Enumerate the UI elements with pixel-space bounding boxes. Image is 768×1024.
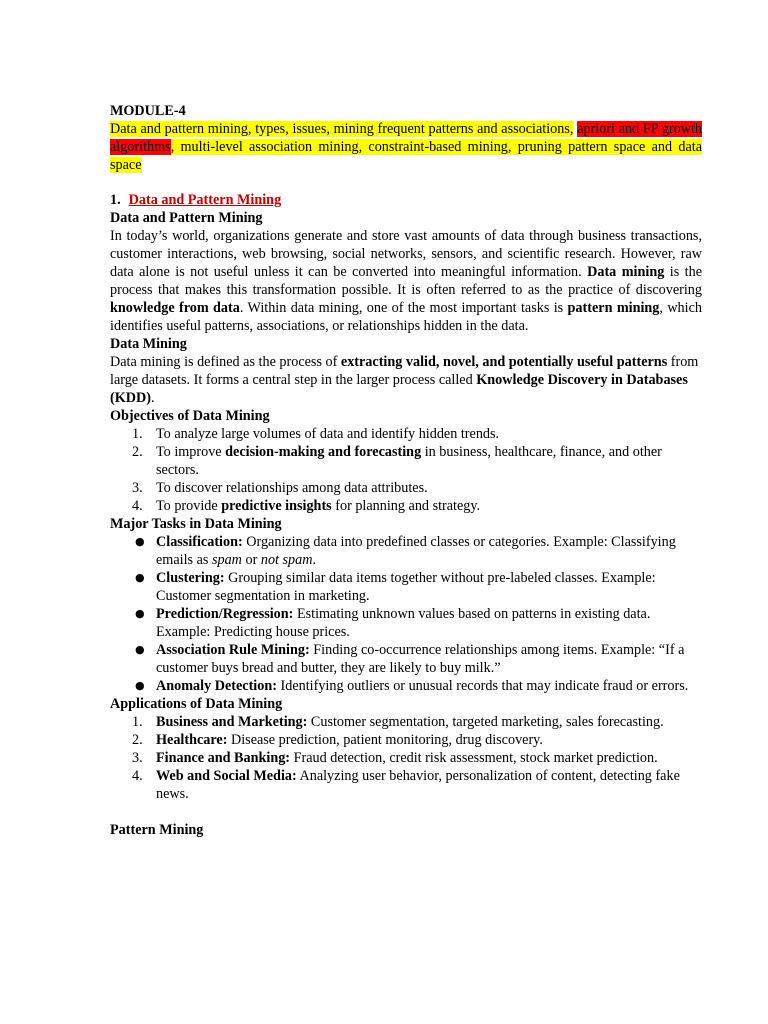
intro-text-4: , which identifies useful patterns, associations, or relationships hidden in the data.: [110, 300, 702, 334]
application-label: Business and Marketing:: [156, 714, 308, 730]
task-text: Finding co-occurrence relationships among items. Example: “If a customer buys bread and butter, they are likely to buy milk.”: [156, 642, 685, 676]
module-topics: [110, 120, 702, 174]
task-text-2: or: [241, 552, 261, 568]
dm-text-3: .: [150, 390, 155, 406]
intro-text-3: . Within data mining, one of the most important tasks is: [239, 300, 568, 316]
list-number: 3.: [132, 750, 143, 766]
applications-list: [110, 713, 695, 803]
task-item-classification: [110, 533, 695, 569]
objective-item-3: [110, 479, 695, 497]
application-item-4: [110, 767, 695, 803]
data-mining-heading: Data Mining: [110, 336, 187, 352]
list-number: 4.: [132, 498, 143, 514]
task-item-clustering: [110, 569, 695, 605]
list-number: 1.: [132, 714, 143, 730]
application-label: Finance and Banking:: [156, 750, 291, 766]
application-item-2: [110, 731, 695, 749]
application-label: Healthcare:: [156, 732, 228, 748]
bullet-icon: ●: [135, 607, 145, 620]
list-number: 1.: [132, 426, 143, 442]
bullet-icon: ●: [135, 571, 145, 584]
application-item-3: [110, 749, 695, 767]
intro-bold-2: knowledge from data: [110, 300, 240, 316]
topics-highlight-yellow-2: , multi-level association mining, constraint-based mining, pruning pattern space and data space: [110, 139, 702, 173]
task-item-association: [110, 641, 695, 677]
objective-item-1: [110, 425, 695, 443]
task-label: Anomaly Detection:: [156, 678, 277, 694]
intro-paragraph: [110, 227, 702, 335]
task-label: Classification:: [156, 534, 243, 550]
task-text: Estimating unknown values based on patterns in existing data. Example: Predicting house prices.: [156, 606, 651, 640]
application-text: Fraud detection, credit risk assessment, stock market prediction.: [290, 750, 658, 766]
objective-text: To improve: [156, 444, 226, 460]
intro-text-1: In today’s world, organizations generate and store vast amounts of data through business transactions, customer interactions, web browsing, social networks, sensors, and scientific research. However, raw data alone is not useful unless it can be converted into meaningful information.: [110, 228, 702, 280]
intro-bold-3: pattern mining: [567, 300, 660, 316]
task-item-anomaly: [110, 677, 695, 695]
task-label: Prediction/Regression:: [156, 606, 294, 622]
objective-text: To discover relationships among data attributes.: [156, 480, 428, 496]
objective-text: To analyze large volumes of data and identify hidden trends.: [156, 426, 500, 442]
list-number: 2.: [132, 444, 143, 460]
intro-heading: Data and Pattern Mining: [110, 210, 263, 226]
list-number: 2.: [132, 732, 143, 748]
pattern-mining-heading: Pattern Mining: [110, 822, 204, 838]
application-text: Disease prediction, patient monitoring, drug discovery.: [227, 732, 543, 748]
dm-text-1: Data mining is defined as the process of: [110, 354, 341, 370]
bullet-icon: ●: [135, 679, 145, 692]
objectives-heading: Objectives of Data Mining: [110, 408, 270, 424]
objectives-list: [110, 425, 695, 515]
intro-bold-1: Data mining: [587, 264, 665, 280]
dm-text-2: from large datasets. It forms a central step in the larger process called: [110, 354, 699, 388]
tasks-heading: Major Tasks in Data Mining: [110, 516, 282, 532]
tasks-list: [110, 533, 695, 695]
objective-text: To provide: [156, 498, 222, 514]
task-italic-2: not spam: [260, 552, 313, 568]
intro-text-2: is the process that makes this transformation possible. It is often referred to as the practice of discovering: [110, 264, 703, 298]
task-label: Association Rule Mining:: [156, 642, 310, 658]
task-text: Identifying outliers or unusual records that may indicate fraud or errors.: [276, 678, 689, 694]
task-text-3: .: [312, 552, 317, 568]
application-text: Customer segmentation, targeted marketing, sales forecasting.: [307, 714, 664, 730]
task-text: Organizing data into predefined classes or categories. Example: Classifying emails as: [156, 534, 676, 568]
application-text: Analyzing user behavior, personalization of content, detecting fake news.: [156, 768, 680, 802]
list-number: 4.: [132, 768, 143, 784]
objective-text-post: in business, healthcare, finance, and other sectors.: [156, 444, 662, 478]
bullet-icon: ●: [135, 643, 145, 656]
blank-line: [110, 803, 695, 821]
application-item-1: [110, 713, 695, 731]
section-number: 1.: [110, 192, 121, 208]
bullet-icon: ●: [135, 535, 145, 548]
task-italic-1: spam: [211, 552, 242, 568]
applications-heading: Applications of Data Mining: [110, 696, 283, 712]
application-label: Web and Social Media:: [156, 768, 297, 784]
objective-item-4: [110, 497, 695, 515]
dm-bold-1: extracting valid, novel, and potentially useful patterns: [340, 354, 668, 370]
objective-bold: decision-making and forecasting: [225, 444, 422, 460]
module-title: MODULE-4: [110, 103, 186, 119]
data-mining-paragraph: [110, 353, 702, 407]
task-item-prediction: [110, 605, 695, 641]
section-heading: [110, 191, 695, 209]
list-number: 3.: [132, 480, 143, 496]
objective-bold: predictive insights: [221, 498, 332, 514]
task-text: Grouping similar data items together without pre-labeled classes. Example: Customer segmentation in marketing.: [156, 570, 656, 604]
dm-bold-2: Knowledge Discovery in Databases (KDD): [110, 372, 688, 406]
task-label: Clustering:: [156, 570, 225, 586]
section-title: Data and Pattern Mining: [128, 192, 282, 208]
objective-item-2: [110, 443, 695, 479]
objective-text-post: for planning and strategy.: [331, 498, 481, 514]
topics-highlight-red: apriori and FP growth algorithms: [110, 121, 703, 155]
topics-highlight-yellow-1: Data and pattern mining, types, issues, mining frequent patterns and associations,: [110, 121, 574, 137]
